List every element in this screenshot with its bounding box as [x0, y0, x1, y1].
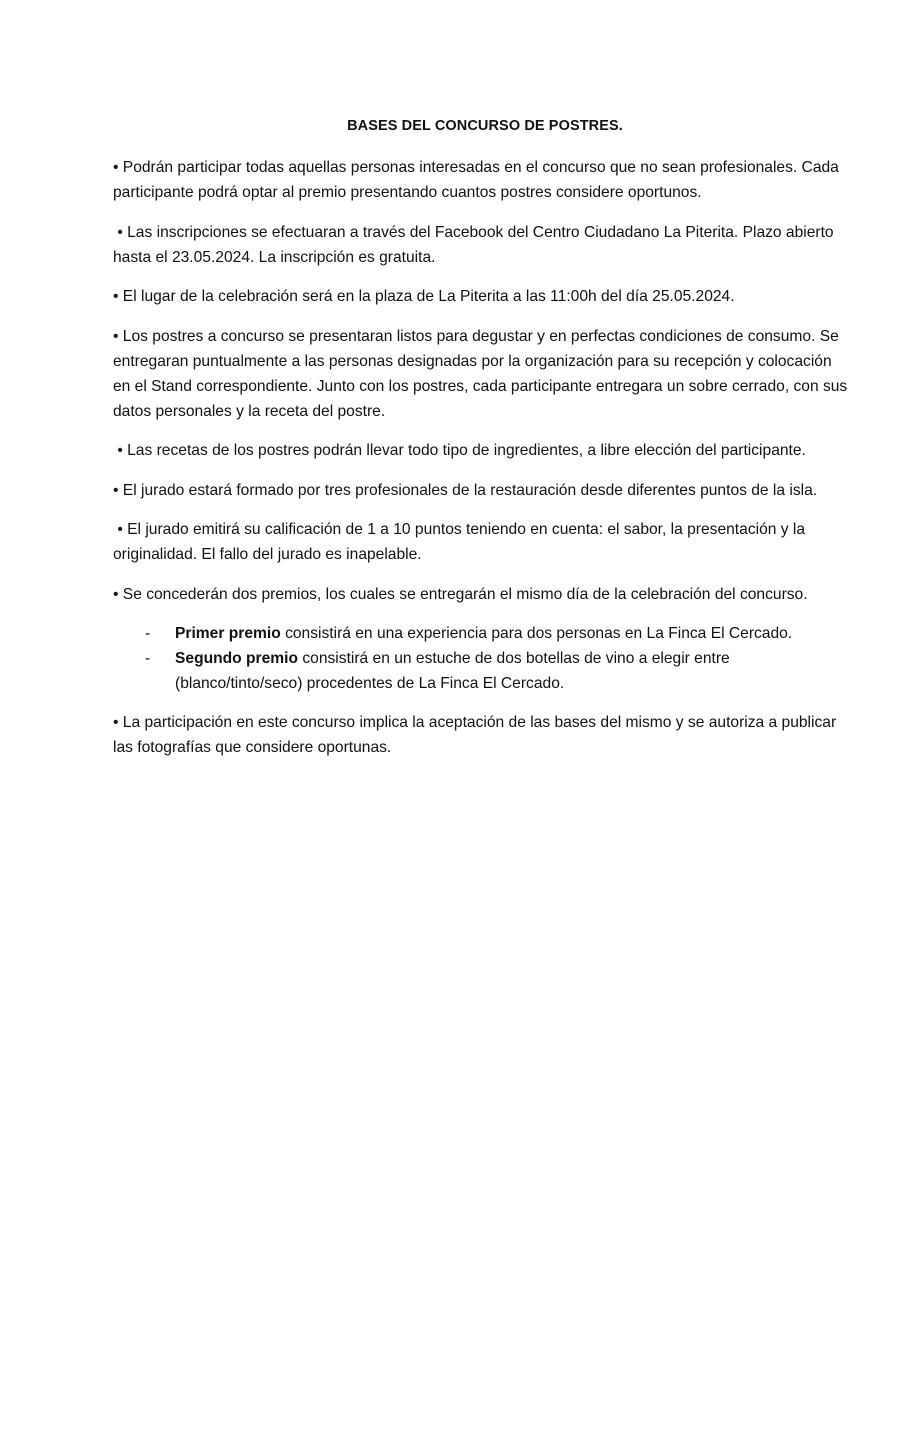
prize-title: Segundo premio [175, 650, 299, 667]
rules-section-final [113, 710, 853, 760]
rule-paragraph: • Los postres a concurso se presentaran listos para degustar y en perfectas condiciones de consumo. Se entregaran puntualmente a las personas designadas por la organización para su recepción y colocación en el Stand correspondiente. Junto con los postres, cada participante entregara un sobre cerrado, con sus datos personales y la receta del postre. [113, 327, 852, 420]
prize-dash-marker: - [145, 625, 151, 642]
prize-item [113, 646, 853, 696]
prize-description: consistirá en una experiencia para dos personas en La Finca El Cercado. [280, 625, 793, 642]
prize-item [113, 621, 853, 646]
prize-list [113, 621, 853, 696]
rules-section-main [113, 155, 853, 607]
rule-paragraph: • Se concederán dos premios, los cuales se entregarán el mismo día de la celebración del concurso. [113, 585, 808, 603]
prize-description: consistirá en un estuche de dos botellas de vino a elegir entre (blanco/tinto/seco) procedentes de La Finca El Cercado. [175, 650, 730, 692]
prize-title: Primer premio [175, 625, 281, 642]
rule-paragraph: • Las inscripciones se efectuaran a través del Facebook del Centro Ciudadano La Piterita. Plazo abierto hasta el 23.05.2024. La inscripción es gratuita. [113, 223, 838, 266]
rule-paragraph: • La participación en este concurso implica la aceptación de las bases del mismo y se autoriza a publicar las fotografías que considere oportunas. [113, 714, 841, 756]
rule-paragraph: • Podrán participar todas aquellas personas interesadas en el concurso que no sean profesionales. Cada participante podrá optar al premio presentando cuantos postres considere oportunos. [113, 159, 844, 201]
rule-paragraph: • Las recetas de los postres podrán llevar todo tipo de ingredientes, a libre elección del participante. [113, 442, 806, 459]
document-body [113, 155, 853, 775]
prize-dash-marker: - [145, 650, 151, 667]
rule-paragraph: • El jurado emitirá su calificación de 1 a 10 puntos teniendo en cuenta: el sabor, la presentación y la originalidad. El fallo del jurado es inapelable. [113, 521, 810, 563]
rule-paragraph: • El jurado estará formado por tres profesionales de la restauración desde diferentes puntos de la isla. [113, 481, 818, 499]
rule-paragraph: • El lugar de la celebración será en la plaza de La Piterita a las 11:00h del día 25.05.2024. [113, 288, 735, 305]
document-title: BASES DEL CONCURSO DE POSTRES. [347, 118, 623, 134]
